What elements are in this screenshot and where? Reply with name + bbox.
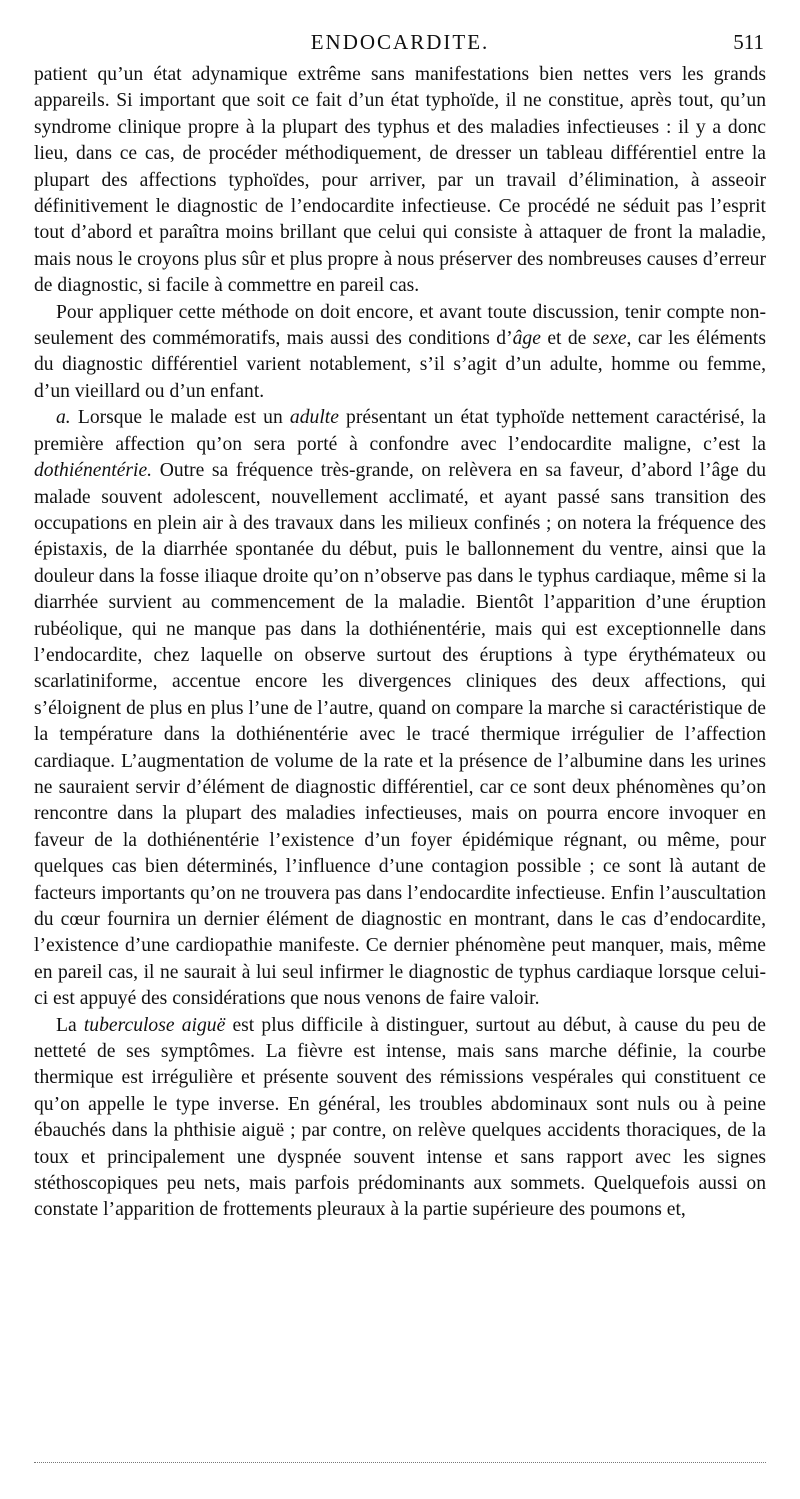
paragraph-continuation [34,62,766,300]
text-run: Outre sa fréquence très-grande, on relèvera en sa faveur, d’abord l’âge du malade souvent adolescent, nouvellement acclimaté, et ayant passé sans transition des occupations en plein air à des travaux dans les milieux confinés ; on notera la fréquence des épistaxis, de la diarrhée spontanée du début, puis le ballonnement du ventre, ainsi que la douleur dans la fosse iliaque droite qu’on n’observe pas dans le typhus cardiaque, même si la diarrhée survient au commencement de la maladie. Bientôt l’apparition d’une éruption rubéolique, qui ne manque pas dans la dothiénentérie, mais qui est exceptionnelle dans l’endocardite, chez laquelle on observe surtout des éruptions à type érythémateux ou scarlatiniforme, accentue encore les divergences cliniques des deux affections, qui s’éloignent de plus en plus l’une de l’autre, quand on compare la marche si caractéristique de la température dans la dothiénentérie avec le tracé thermique irrégulier de l’affection cardiaque. L’augmentation de volume de la rate et la présence de l’albumine dans les urines ne sauraient servir d’élément de diagnostic différentiel, car ce sont deux phénomènes qu’on rencontre dans la plupart des maladies infectieuses, mais on pourra encore invoquer en faveur de la dothiénentérie l’existence d’un foyer épidémique régnant, ou même, pour quelques cas bien déterminés, l’influence d’une contagion possible ; ce sont là autant de facteurs importants qu’on ne trouvera pas dans l’endocardite infectieuse. Enfin l’auscultation du cœur fournira un dernier élément de diagnostic en montrant, dans le cas d’endocardite, l’existence d’une cardiopathie manifeste. Ce dernier phénomène peut manquer, mais, même en pareil cas, il ne saurait à lui seul infirmer le diagnostic de typhus cardiaque lorsque celui-ci est appuyé des considérations que nous venons de faire valoir. [34,460,766,1010]
paragraph-tuberculose [34,1013,766,1224]
text-run: Lorsque le malade est un [70,407,290,429]
text-run: La [56,1014,84,1036]
text-run: et de [540,328,593,350]
emphasis-dothienenterie: dothiénentérie. [34,460,153,482]
paragraph-method [34,300,766,406]
page-number: 511 [733,30,764,54]
text-run: est plus difficile à distinguer, surtout au début, à cause du peu de netteté de ses symptômes. La fièvre est intense, mais sans marche définie, la courbe thermique est irrégulière et présente souvent des rémissions vespérales qui constituent ce qu’on appelle le type inverse. En général, les troubles abdominaux sont nuls ou à peine ébauchés dans la phthisie aiguë ; par contre, on relève quelques accidents thoraciques, de la toux et principalement une dyspnée souvent intense et sans rapport avec les signes stéthoscopiques peu nets, mais parfois prédominants aux sommets. Quelquefois aussi on constate l’apparition de frottements pleuraux à la partie supérieure des poumons et, [34,1014,766,1221]
section-marker-a: a. [56,407,71,429]
page-header [34,30,766,56]
body-text [34,62,766,1224]
text-run: Pour appliquer cette méthode on doit encore, et avant toute discussion, tenir compte non-seulement des commémoratifs, mais aussi des conditions d’ [34,301,766,350]
emphasis-sexe: sexe [592,328,627,350]
text-run: présentant un état typhoïde nettement caractérisé, la première affection qu’on sera porté à confondre avec l’endocardite maligne, c’est la [34,407,766,455]
emphasis-tuberculose-aigue: tuberculose aiguë [83,1014,226,1036]
paragraph-adulte [34,405,766,1012]
footer-dotted-rule [34,1462,766,1463]
text-run: patient qu’un état adynamique extrême sans manifestations bien nettes vers les grands appareils. Si important que soit ce fait d’un état typhoïde, il ne constitue, après tout, qu’un syndrome clinique propre à la plupart des typhus et des maladies infectieuses : il y a donc lieu, dans ce cas, de procéder méthodiquement, de dresser un tableau différentiel entre la plupart des affections typhoïdes, pour arriver, par un travail d’élimination, à asseoir définitivement le diagnostic de l’endocardite infectieuse. Ce procédé ne séduit pas l’esprit tout d’abord et paraîtra moins brillant que celui qui consiste à attaquer de front la maladie, mais nous le croyons plus sûr et plus propre à nous préserver des nombreuses causes d’erreur de diagnostic, si facile à commettre en pareil cas. [34,64,766,297]
emphasis-adulte: adulte [289,407,339,429]
emphasis-age: âge [512,328,541,350]
text-run: , car les éléments du diagnostic différentiel varient notablement, s’il s’agit d’un adulte, homme ou femme, d’un vieillard ou d’un enfant. [34,328,766,402]
running-title: ENDOCARDITE. [310,30,490,54]
